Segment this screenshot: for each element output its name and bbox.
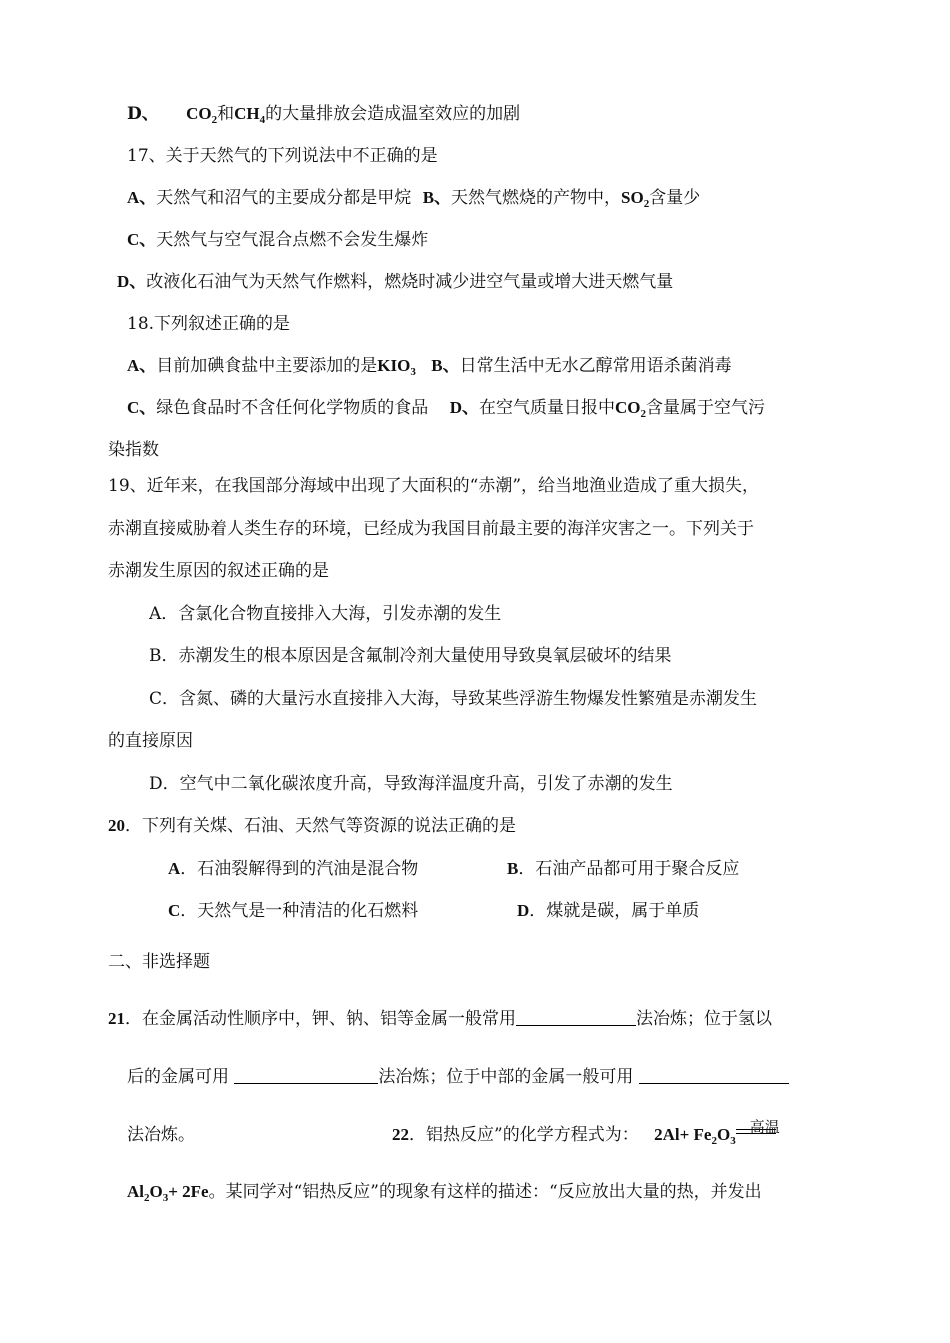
option-text: 改液化石油气为天然气作燃料，燃烧时减少进空气量或增大进天燃气量: [146, 272, 674, 292]
reaction-condition: 高温: [736, 1124, 792, 1146]
q19-option-c-line-2: 的直接原因: [108, 731, 193, 751]
formula-al2o3: $Al_2O_3$: [127, 1182, 169, 1204]
question-19-stem-line-1: 19、近年来，在我国部分海域中出现了大面积的“赤潮”，给当地渔业造成了重大损失，: [108, 476, 760, 496]
formula-ch4: $CH_4$: [234, 104, 266, 126]
option-label: B: [507, 859, 519, 878]
question-text: ．在金属活动性顺序中，钾、钠、铝等金属一般常用: [125, 1009, 516, 1029]
option-text: 天然气与空气混合点燃不会发生爆炸: [156, 230, 429, 250]
answer-blank[interactable]: [516, 1009, 636, 1026]
formula-co2: $CO_2$: [614, 398, 646, 420]
q19-option-d: D．空气中二氧化碳浓度升高，导致海洋温度升高，引发了赤潮的发生: [149, 774, 673, 794]
formula-co2: $CO_2$: [186, 104, 218, 126]
q19-option-c-line-1: C．含氮、磷的大量污水直接排入大海，导致某些浮游生物爆发性繁殖是赤潮发生: [149, 689, 758, 709]
option-text: 含量属于空气污: [645, 398, 765, 418]
question-text: 法冶炼；位于中部的金属一般可用: [378, 1067, 639, 1087]
section-title: 二、非选择题: [108, 952, 210, 972]
question-number: 22: [392, 1125, 409, 1144]
formula-fe2o3: $Fe_2O_3$: [693, 1125, 736, 1147]
question-17-stem: 17、关于天然气的下列说法中不正确的是: [127, 146, 438, 166]
option-text: ．天然气是一种清洁的化石燃料: [180, 901, 419, 921]
option-label: A、: [127, 188, 157, 207]
option-text: 和: [217, 104, 235, 124]
option-label: D、: [449, 398, 479, 417]
q17-options-ab: [127, 187, 700, 209]
question-text: 法冶炼；位于氢以: [636, 1009, 772, 1029]
option-text: 日常生活中无水乙醇常用语杀菌消毒: [459, 356, 732, 376]
question-text: ．下列有关煤、石油、天然气等资源的说法正确的是: [125, 816, 516, 836]
q18-options-ab: [127, 355, 732, 377]
option-text: 天然气燃烧的产物中，: [451, 188, 622, 208]
q18-option-d-continued: 染指数: [108, 440, 159, 460]
q20-option-b: [507, 858, 739, 880]
option-label: D: [517, 901, 530, 920]
question-20-stem: [108, 815, 516, 837]
option-label: A: [168, 859, 181, 878]
option-label: B、: [431, 356, 460, 375]
question-22-line-1: [392, 1118, 792, 1147]
formula-kio3: $KIO_3$: [377, 356, 416, 378]
option-label: C、: [127, 230, 157, 249]
q20-option-a: [168, 858, 418, 880]
option-label: A、: [127, 356, 157, 375]
q16-option-d: [127, 103, 520, 125]
q19-option-a: A．含氯化合物直接排入大海，引发赤潮的发生: [149, 604, 502, 624]
question-number: 21: [108, 1009, 125, 1028]
question-text: 后的金属可用: [127, 1067, 235, 1087]
option-text: 目前加碘食盐中主要添加的是: [156, 356, 378, 376]
option-text: 绿色食品时不含任何化学物质的食品: [156, 398, 429, 418]
question-21-line-1: [108, 1008, 772, 1030]
formula-so2: $SO_2$: [621, 188, 650, 210]
option-text: ．煤就是碳，属于单质: [529, 901, 700, 921]
q20-option-c: [168, 900, 418, 922]
equation-product: + 2Fe: [168, 1182, 209, 1201]
option-label: D、: [117, 272, 147, 291]
question-22-line-2: [127, 1181, 762, 1203]
option-label: B、: [422, 188, 452, 207]
answer-blank[interactable]: [639, 1067, 789, 1084]
question-21-line-3: 法冶炼。: [127, 1125, 195, 1145]
question-19-stem-line-2: 赤潮直接威胁着人类生存的环境，已经成为我国目前最主要的海洋灾害之一。下列关于: [108, 519, 754, 539]
question-18-stem: 18.下列叙述正确的是: [127, 314, 291, 334]
question-19-stem-line-3: 赤潮发生原因的叙述正确的是: [108, 561, 329, 581]
q18-options-cd: [127, 397, 765, 419]
question-number: 20: [108, 816, 125, 835]
q17-option-c: [127, 229, 428, 251]
option-text: 含量少: [649, 188, 701, 208]
question-21-line-2: [127, 1066, 789, 1088]
option-text: ．石油产品都可用于聚合反应: [518, 859, 740, 879]
option-label: D、: [127, 104, 159, 124]
q19-option-b: B．赤潮发生的根本原因是含氟制冷剂大量使用导致臭氧层破坏的结果: [149, 646, 672, 666]
option-text: 的大量排放会造成温室效应的加剧: [265, 104, 521, 124]
q20-option-d: [517, 900, 699, 922]
option-label: C、: [127, 398, 157, 417]
question-text: 。某同学对“铝热反应”的现象有这样的描述：“反应放出大量的热，并发出: [208, 1182, 762, 1202]
answer-blank[interactable]: [234, 1067, 378, 1084]
option-text: ．石油裂解得到的汽油是混合物: [180, 859, 419, 879]
option-text: 天然气和沼气的主要成分都是甲烷: [156, 188, 412, 208]
equation-reactant: 2Al+: [654, 1125, 694, 1144]
q17-option-d: [117, 271, 673, 293]
option-text: 在空气质量日报中: [478, 398, 615, 418]
question-text: ．铝热反应”的化学方程式为：: [409, 1125, 639, 1145]
option-label: C: [168, 901, 181, 920]
